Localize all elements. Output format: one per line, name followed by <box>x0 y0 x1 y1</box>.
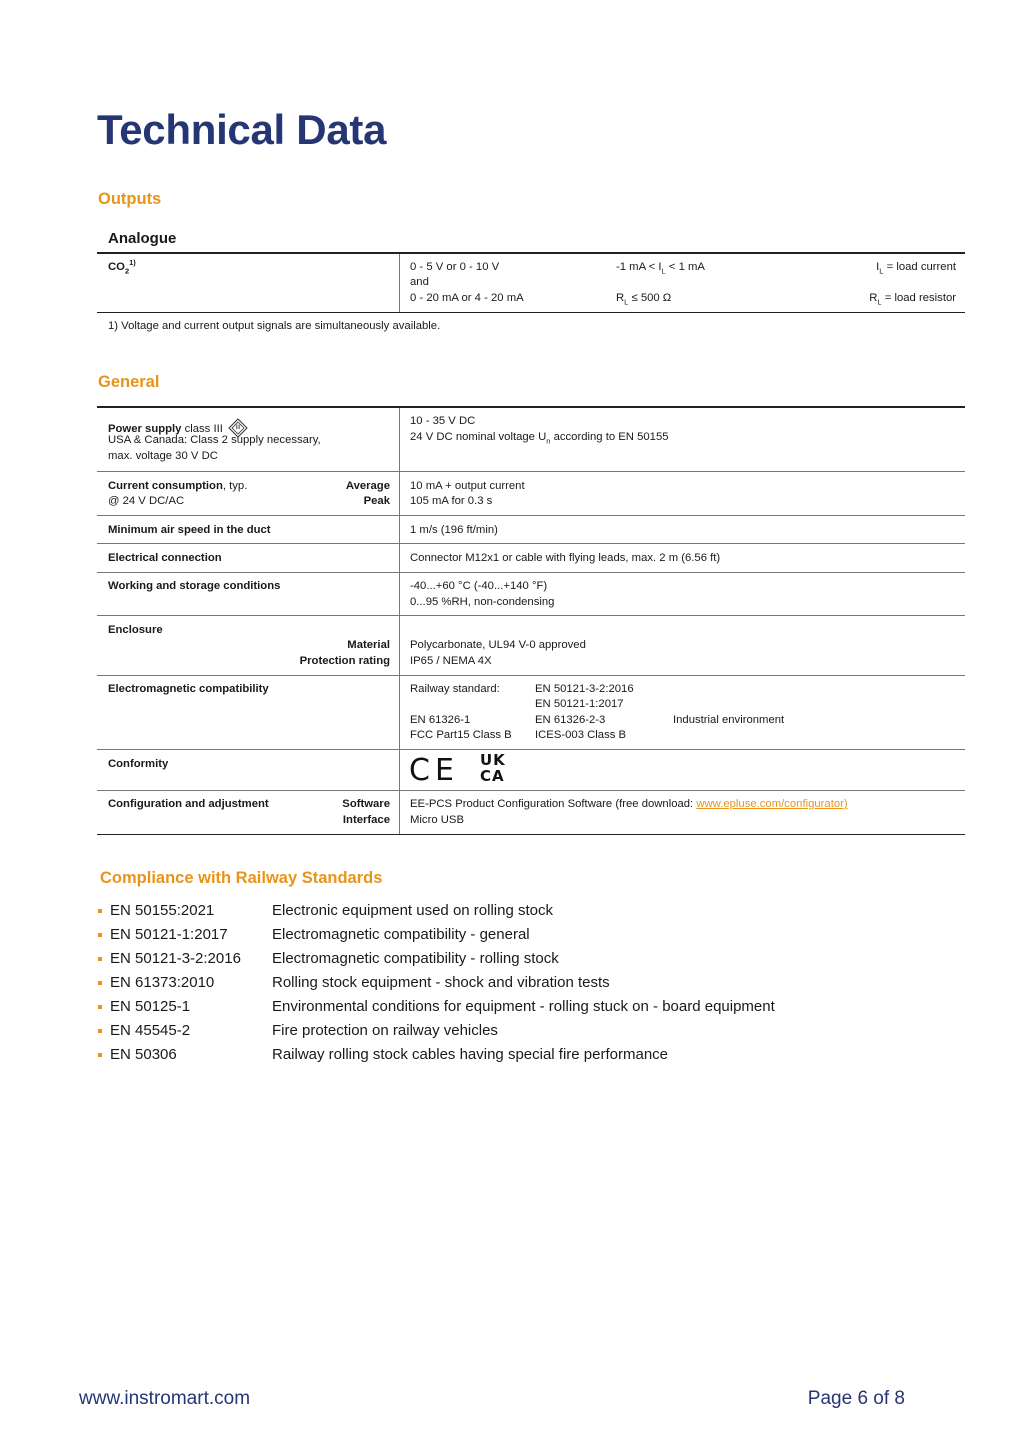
divider <box>97 471 965 472</box>
power-supply-usa: USA & Canada: Class 2 supply necessary, <box>108 434 321 446</box>
divider <box>97 312 965 313</box>
enclosure-label: Enclosure <box>108 624 163 636</box>
load-resistor-max: $R_L \le 500$ Ω <box>616 292 672 307</box>
bullet-icon <box>98 1053 102 1057</box>
software-label: Software <box>342 798 390 810</box>
emc-standard: EN 61326-1 <box>410 714 471 726</box>
bullet-icon <box>98 981 102 985</box>
load-current-range: -1 mA < $I_L < 1$ mA <box>616 261 705 276</box>
conformity-label: Conformity <box>108 758 169 770</box>
power-supply-label: Power supply class III III <box>108 418 248 438</box>
configuration-label: Configuration and adjustment <box>108 798 269 810</box>
emc-standard: EN 50121-3-2:2016 <box>535 683 634 695</box>
footer-website-link[interactable]: www.instromart.com <box>79 1388 251 1409</box>
power-supply-max: max. voltage 30 V DC <box>108 450 218 462</box>
analogue-title: Analogue <box>108 230 177 247</box>
average-label: Average <box>345 480 390 492</box>
bullet-icon <box>98 933 102 937</box>
divider <box>97 406 965 408</box>
electrical-connection-label: Electrical connection <box>108 552 222 564</box>
ukca-mark-icon: UK CA <box>480 751 506 785</box>
divider <box>97 515 965 516</box>
emc-standard: EN 50121-1:2017 <box>535 698 624 710</box>
interface-value: Micro USB <box>410 814 464 826</box>
temperature-value: -40...+60 °C (-40...+140 °F) <box>410 580 548 592</box>
bullet-icon <box>98 957 102 961</box>
outputs-heading: Outputs <box>98 190 162 208</box>
bullet-icon <box>98 1029 102 1033</box>
divider <box>97 675 965 676</box>
railway-standard-label: Railway standard: <box>410 683 500 695</box>
emc-standard: EN 61326-2-3 <box>535 714 606 726</box>
page-title: Technical Data <box>97 106 387 153</box>
peak-value: 105 mA for 0.3 s <box>410 495 493 507</box>
load-current-note: $I_L$ = load current <box>876 261 956 276</box>
bullet-icon <box>98 909 102 913</box>
current-range: 0 - 20 mA or 4 - 20 mA <box>410 292 524 304</box>
software-value: EE-PCS Product Configuration Software (free download: www.epluse.com/configurator) <box>410 798 848 810</box>
general-heading: General <box>98 373 160 391</box>
divider <box>97 543 965 544</box>
outputs-footnote: 1) Voltage and current output signals are simultaneously available. <box>108 320 441 332</box>
power-supply-range: 10 - 35 V DC <box>410 415 476 427</box>
voltage-range: 0 - 5 V or 0 - 10 V <box>410 261 500 273</box>
emc-standard: FCC Part15 Class B <box>410 729 512 741</box>
peak-label: Peak <box>363 495 390 507</box>
ce-mark-icon: CE <box>409 753 459 788</box>
divider <box>97 749 965 750</box>
air-speed-value: 1 m/s (196 ft/min) <box>410 524 498 536</box>
divider <box>399 254 400 312</box>
protection-label: Protection rating <box>299 655 390 667</box>
consumption-condition: @ 24 V DC/AC <box>108 495 185 507</box>
railway-heading: Compliance with Railway Standards <box>100 869 383 887</box>
load-resistor-note: $R_L$ = load resistor <box>869 292 956 307</box>
and-text: and <box>410 276 429 288</box>
material-label: Material <box>347 639 390 651</box>
divider <box>97 615 965 616</box>
working-conditions-label: Working and storage conditions <box>108 580 281 592</box>
bullet-icon <box>98 1005 102 1009</box>
electrical-connection-value: Connector M12x1 or cable with flying leads, max. 2 m (6.56 ft) <box>410 552 721 564</box>
industrial-environment: Industrial environment <box>673 714 785 726</box>
material-value: Polycarbonate, UL94 V-0 approved <box>410 639 586 651</box>
air-speed-label: Minimum air speed in the duct <box>108 524 271 536</box>
average-value: 10 mA + output current <box>410 480 525 492</box>
page-number: Page 6 of 8 <box>807 1388 905 1409</box>
class-iii-symbol-icon: III <box>228 418 248 438</box>
co2-label: $CO_2^{1)}$ <box>108 258 136 276</box>
divider <box>97 834 965 835</box>
divider <box>97 572 965 573</box>
emc-label: Electromagnetic compatibility <box>108 683 269 695</box>
humidity-value: 0...95 %RH, non-condensing <box>410 596 555 608</box>
emc-standard: ICES-003 Class B <box>535 729 627 741</box>
consumption-label: Current consumption, typ. <box>108 480 248 492</box>
configurator-link[interactable]: www.epluse.com/configurator) <box>696 798 848 810</box>
power-supply-nominal: 24 V DC nominal voltage $U_n$ according to EN 50155 <box>410 431 669 446</box>
interface-label: Interface <box>342 814 390 826</box>
divider <box>97 790 965 791</box>
divider <box>97 252 965 254</box>
protection-value: IP65 / NEMA 4X <box>410 655 492 667</box>
